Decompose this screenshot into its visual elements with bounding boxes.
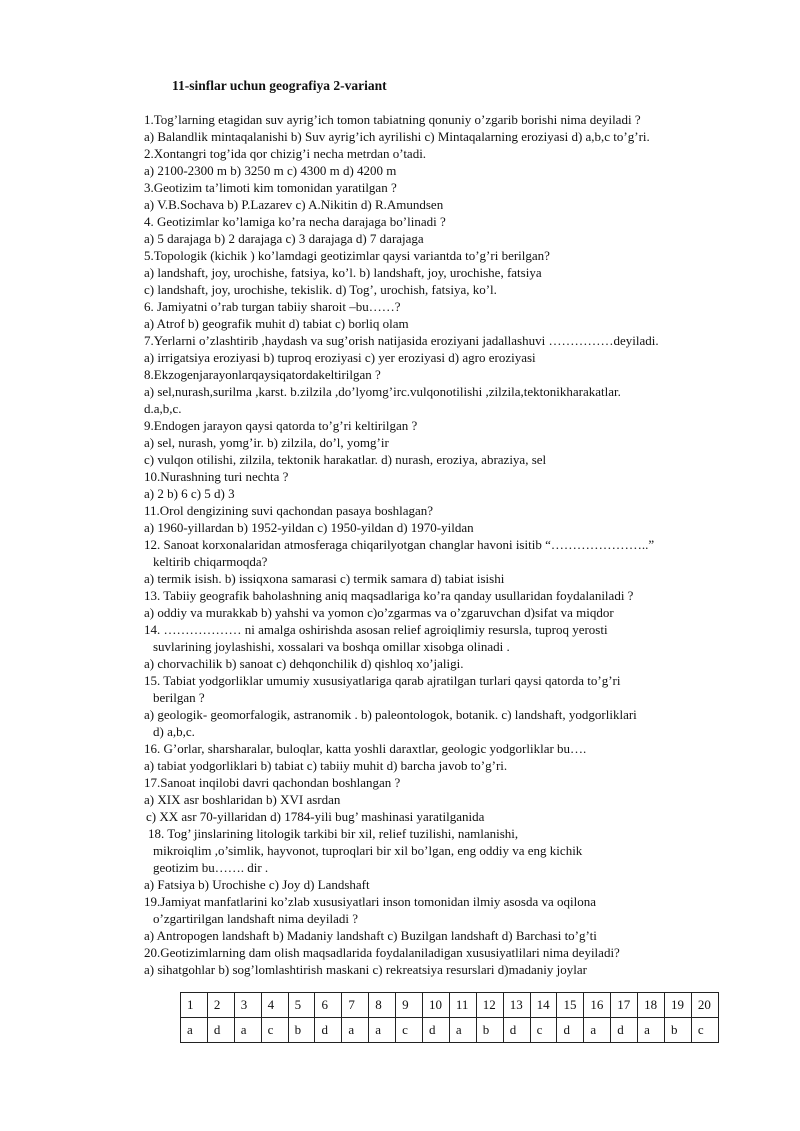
text-line: 18. Tog’ jinslarining litologik tarkibi bir xil, relief tuzilishi, namlanishi, bbox=[148, 826, 519, 841]
answer-key-number-cell: 15 bbox=[557, 993, 584, 1018]
answer-key-number-cell: 5 bbox=[288, 993, 315, 1018]
answer-key-answers-row bbox=[181, 1018, 719, 1043]
answer-key-number-cell: 4 bbox=[261, 993, 288, 1018]
text-line: 14. ……………… ni amalga oshirishda asosan relief agroiqlimiy resursla, tuproq yerosti bbox=[144, 622, 608, 637]
text-line: a) 1960-yillardan b) 1952-yildan c) 1950-yildan d) 1970-yildan bbox=[144, 520, 474, 535]
answer-key-answer-cell: a bbox=[342, 1018, 369, 1043]
answer-key-answer-cell: d bbox=[207, 1018, 234, 1043]
text-line: 17.Sanoat inqilobi davri qachondan boshlangan ? bbox=[144, 775, 401, 790]
text-line: berilgan ? bbox=[153, 690, 205, 705]
answer-key-number-cell: 2 bbox=[207, 993, 234, 1018]
text-line: a) XIX asr boshlaridan b) XVI asrdan bbox=[144, 792, 341, 807]
text-line: suvlarining joylashishi, xossalari va boshqa omillar xisobga olinadi . bbox=[153, 639, 510, 654]
answer-key-answer-cell: b bbox=[665, 1018, 692, 1043]
answer-key-number-cell: 11 bbox=[449, 993, 476, 1018]
text-line: keltirib chiqarmoqda? bbox=[153, 554, 268, 569]
text-line: 4. Geotizimlar ko’lamiga ko’ra necha darajaga bo’linadi ? bbox=[144, 214, 446, 229]
text-line: c) landshaft, joy, urochishe, tekislik. d) Tog’, urochish, fatsiya, ko’l. bbox=[144, 282, 497, 297]
text-line: o’zgartirilgan landshaft nima deyiladi ? bbox=[153, 911, 359, 926]
answer-key-number-cell: 12 bbox=[476, 993, 503, 1018]
answer-key-number-cell: 3 bbox=[234, 993, 261, 1018]
text-line: a) sihatgohlar b) sog’lomlashtirish maskani c) rekreatsiya resurslari d)madaniy joylar bbox=[144, 962, 587, 977]
text-line: 13. Tabiiy geografik baholashning aniq maqsadlariga ko’ra qanday usullaridan foydalaniladi ? bbox=[144, 588, 634, 603]
answer-key-answer-cell: b bbox=[476, 1018, 503, 1043]
answer-key-number-cell: 1 bbox=[181, 993, 208, 1018]
text-line: mikroiqlim ,o’simlik, hayvonot, tuproqlari bir xil bo’lgan, eng oddiy va eng kichik bbox=[153, 843, 583, 858]
answer-key-answer-cell: d bbox=[423, 1018, 450, 1043]
text-line: a) Fatsiya b) Urochishe c) Joy d) Landshaft bbox=[144, 877, 370, 892]
document-title: 11-sinflar uchun geografiya 2-variant bbox=[172, 78, 387, 93]
text-line: c) vulqon otilishi, zilzila, tektonik harakatlar. d) nurash, eroziya, abraziya, sel bbox=[144, 452, 547, 467]
answer-key-answer-cell: d bbox=[315, 1018, 342, 1043]
text-line: 6. Jamiyatni o’rab turgan tabiiy sharoit –bu……? bbox=[144, 299, 401, 314]
answer-key-number-cell: 19 bbox=[665, 993, 692, 1018]
text-line: a) 2100-2300 m b) 3250 m c) 4300 m d) 4200 m bbox=[144, 163, 397, 178]
text-line: 9.Endogen jarayon qaysi qatorda to’g’ri keltirilgan ? bbox=[144, 418, 418, 433]
answer-key-answer-cell: a bbox=[449, 1018, 476, 1043]
text-line: c) XX asr 70-yillaridan d) 1784-yili bug’ mashinasi yaratilganida bbox=[146, 809, 485, 824]
text-line: 19.Jamiyat manfatlarini ko’zlab xususiyatlari inson tomonidan ilmiy asosda va oqilona bbox=[144, 894, 597, 909]
text-line: geotizim bu……. dir . bbox=[153, 860, 269, 875]
text-line: a) Antropogen landshaft b) Madaniy landshaft c) Buzilgan landshaft d) Barchasi to’g’ti bbox=[144, 928, 597, 943]
answer-key-answer-cell: a bbox=[181, 1018, 208, 1043]
answer-key-answer-cell: a bbox=[584, 1018, 611, 1043]
answer-key-answer-cell: b bbox=[288, 1018, 315, 1043]
text-line: 7.Yerlarni o’zlashtirib ,haydash va sug’orish natijasida eroziyani jadallashuvi ……………deyiladi. bbox=[144, 333, 659, 348]
answer-key-numbers-row bbox=[181, 993, 719, 1018]
answer-key-number-cell: 16 bbox=[584, 993, 611, 1018]
text-line: a) 5 darajaga b) 2 darajaga c) 3 darajaga d) 7 darajaga bbox=[144, 231, 424, 246]
answer-key-number-cell: 14 bbox=[530, 993, 557, 1018]
text-line: 15. Tabiat yodgorliklar umumiy xususiyatlariga qarab ajratilgan turlari qaysi qatorda to’g’ri bbox=[144, 673, 621, 688]
text-line: a) Balandlik mintaqalanishi b) Suv ayrig’ich ayrilishi c) Mintaqalarning eroziyasi d) a,b,c to’g’ri. bbox=[144, 129, 650, 144]
text-line: d.a,b,c. bbox=[144, 401, 182, 416]
text-line: a) termik isish. b) issiqxona samarasi c) termik samara d) tabiat isishi bbox=[144, 571, 505, 586]
answer-key-number-cell: 18 bbox=[638, 993, 665, 1018]
answer-key-answer-cell: a bbox=[369, 1018, 396, 1043]
answer-key-answer-cell: c bbox=[261, 1018, 288, 1043]
text-line: a) Atrof b) geografik muhit d) tabiat c) borliq olam bbox=[144, 316, 409, 331]
text-line: 10.Nurashning turi nechta ? bbox=[144, 469, 289, 484]
answer-key-number-cell: 13 bbox=[503, 993, 530, 1018]
text-line: a) sel, nurash, yomg’ir. b) zilzila, do’l, yomg’ir bbox=[144, 435, 389, 450]
text-line: a) sel,nurash,surilma ,karst. b.zilzila ,do’lyomg’irc.vulqonotilishi ,zilzila,tektonikharakatlar. bbox=[144, 384, 621, 399]
text-line: 1.Tog’larning etagidan suv ayrig’ich tomon tabiatning qonuniy o’zgarib borishi nima deyiladi ? bbox=[144, 112, 641, 127]
answer-key-answer-cell: c bbox=[396, 1018, 423, 1043]
text-line: 20.Geotizimlarning dam olish maqsadlarida foydalaniladigan xususiyatlilari nima deyiladi? bbox=[144, 945, 620, 960]
text-line: 11.Orol dengizining suvi qachondan pasaya boshlagan? bbox=[144, 503, 434, 518]
text-line: a) oddiy va murakkab b) yahshi va yomon c)o’zgarmas va o’zgaruvchan d)sifat va miqdor bbox=[144, 605, 614, 620]
answer-key-answer-cell: c bbox=[691, 1018, 718, 1043]
text-line: a) irrigatsiya eroziyasi b) tuproq eroziyasi c) yer eroziyasi d) agro eroziyasi bbox=[144, 350, 536, 365]
answer-key-table bbox=[180, 992, 719, 1043]
answer-key-number-cell: 6 bbox=[315, 993, 342, 1018]
text-line: 16. G’orlar, sharsharalar, buloqlar, katta yoshli daraxtlar, geologic yodgorliklar bu…. bbox=[144, 741, 587, 756]
answer-key-number-cell: 8 bbox=[369, 993, 396, 1018]
text-line: a) chorvachilik b) sanoat c) dehqonchilik d) qishloq xo’jaligi. bbox=[144, 656, 464, 671]
answer-key-number-cell: 9 bbox=[396, 993, 423, 1018]
text-line: a) 2 b) 6 c) 5 d) 3 bbox=[144, 486, 235, 501]
text-line: a) geologik- geomorfalogik, astranomik . b) paleontologok, botanik. c) landshaft, yodgorliklari bbox=[144, 707, 637, 722]
answer-key-number-cell: 20 bbox=[691, 993, 718, 1018]
answer-key-answer-cell: c bbox=[530, 1018, 557, 1043]
text-line: 2.Xontangri tog’ida qor chizig’i necha metrdan o’tadi. bbox=[144, 146, 427, 161]
text-line: a) V.B.Sochava b) P.Lazarev c) A.Nikitin d) R.Amundsen bbox=[144, 197, 444, 212]
answer-key-number-cell: 17 bbox=[611, 993, 638, 1018]
answer-key-answer-cell: d bbox=[503, 1018, 530, 1043]
text-line: 3.Geotizim ta’limoti kim tomonidan yaratilgan ? bbox=[144, 180, 397, 195]
text-line: 12. Sanoat korxonalaridan atmosferaga chiqarilyotgan changlar havoni isitib “…………………..” bbox=[144, 537, 655, 552]
answer-key-answer-cell: d bbox=[611, 1018, 638, 1043]
text-line: a) tabiat yodgorliklari b) tabiat c) tabiiy muhit d) barcha javob to’g’ri. bbox=[144, 758, 508, 773]
answer-key-answer-cell: d bbox=[557, 1018, 584, 1043]
answer-key-answer-cell: a bbox=[638, 1018, 665, 1043]
answer-key-answer-cell: a bbox=[234, 1018, 261, 1043]
answer-key-number-cell: 7 bbox=[342, 993, 369, 1018]
text-line: 8.Ekzogenjarayonlarqaysiqatordakeltirilgan ? bbox=[144, 367, 381, 382]
text-line: a) landshaft, joy, urochishe, fatsiya, ko’l. b) landshaft, joy, urochishe, fatsiya bbox=[144, 265, 542, 280]
text-line: 5.Topologik (kichik ) ko’lamdagi geotizimlar qaysi variantda to’g’ri berilgan? bbox=[144, 248, 550, 263]
text-line: d) a,b,c. bbox=[153, 724, 195, 739]
answer-key-number-cell: 10 bbox=[423, 993, 450, 1018]
